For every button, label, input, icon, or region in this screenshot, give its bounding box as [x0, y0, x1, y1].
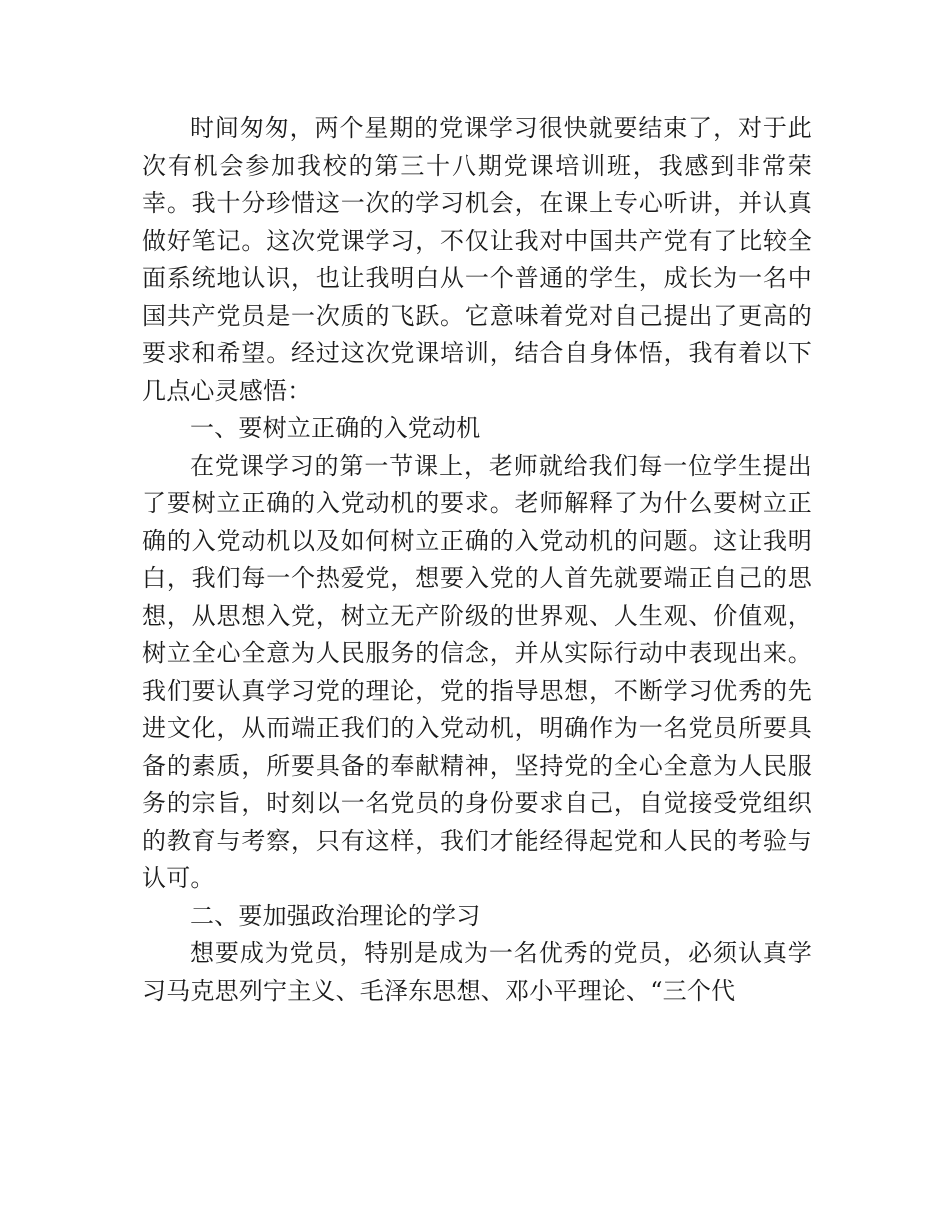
section-heading-2: 二、要加强政治理论的学习 — [190, 901, 481, 930]
intro-paragraph: 时间匆匆，两个星期的党课学习很快就要结束了，对于此次有机会参加我校的第三十八期党课培训班，我感到非常荣幸。我十分珍惜这一次的学习机会，在课上专心听讲，并认真做好笔记。这次党课学习，不仅让我对中国共产党有了比较全面系统地认识，也让我明白从一个普通的学生，成长为一名中国共产党员是一次质的飞跃。它意味着党对自己提出了更高的要求和希望。经过这次党课培训，结合自身体悟，我有着以下几点心灵感悟： — [142, 114, 812, 405]
section-1-paragraph: 在党课学习的第一节课上，老师就给我们每一位学生提出了要树立正确的入党动机的要求。老师解释了为什么要树立正确的入党动机以及如何树立正确的入党动机的问题。这让我明白，我们每一个热爱党，想要入党的人首先就要端正自己的思想，从思想入党，树立无产阶级的世界观、人生观、价值观，树立全心全意为人民服务的信念，并从实际行动中表现出来。我们要认真学习党的理论，党的指导思想，不断学习优秀的先进文化，从而端正我们的入党动机，明确作为一名党员所要具备的素质，所要具备的奉献精神，坚持党的全心全意为人民服务的宗旨，时刻以一名党员的身份要求自己，自觉接受党组织的教育与考察，只有这样，我们才能经得起党和人民的考验与认可。 — [142, 451, 812, 892]
document-page — [142, 110, 812, 1010]
section-2-paragraph: 想要成为党员，特别是成为一名优秀的党员，必须认真学习马克思列宁主义、毛泽东思想、邓小平理论、“三个代 — [142, 939, 812, 1005]
section-heading-1: 一、要树立正确的入党动机 — [190, 414, 481, 442]
